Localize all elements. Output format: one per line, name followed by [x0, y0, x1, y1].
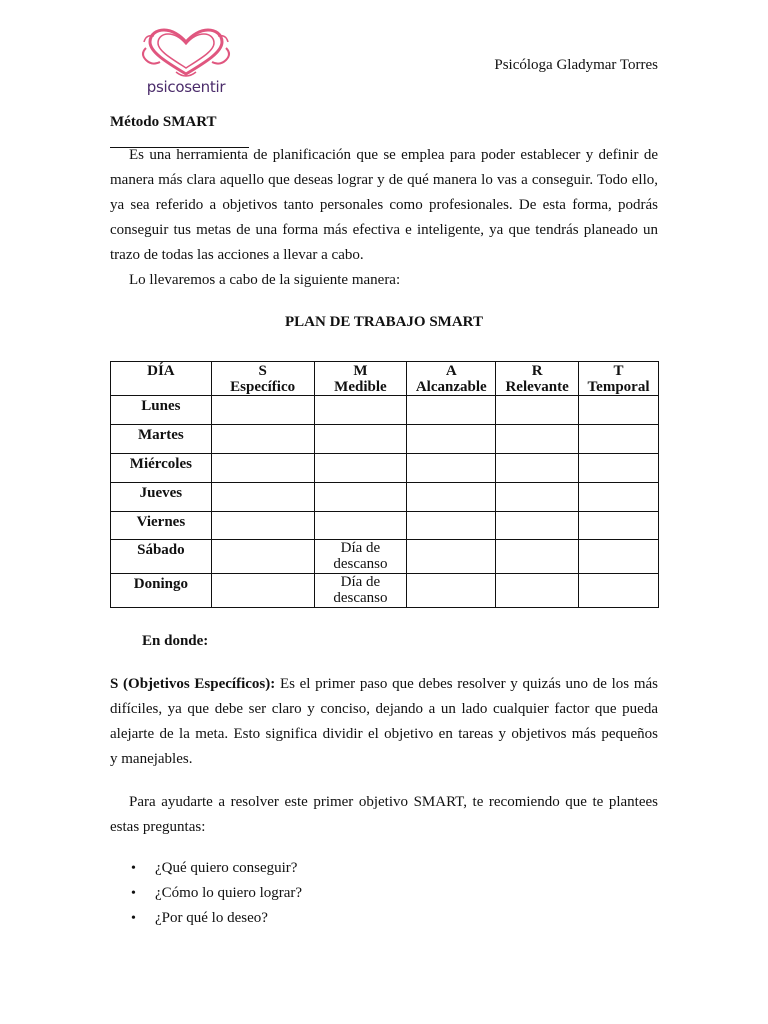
list-item: • ¿Cómo lo quiero lograr?	[110, 881, 302, 906]
table-row	[111, 512, 659, 540]
table-cell[interactable]	[496, 512, 579, 540]
heart-brain-icon	[136, 28, 236, 80]
table-cell[interactable]	[407, 540, 496, 574]
table-cell[interactable]	[496, 425, 579, 454]
table-cell[interactable]	[496, 454, 579, 483]
s-line: Es el primer paso que debes resolver y quizás uno de los más	[275, 676, 658, 692]
table-cell[interactable]	[579, 512, 659, 540]
header-letter: T	[613, 363, 624, 379]
table-cell[interactable]	[211, 483, 314, 512]
s-term: S (Objetivos Específicos):	[110, 676, 276, 692]
table-cell[interactable]	[579, 396, 659, 425]
author-name: Psicóloga Gladymar Torres	[494, 57, 658, 73]
table-row	[111, 540, 659, 574]
section-title: Método SMART	[110, 114, 217, 130]
s-objectives-paragraph	[110, 672, 658, 772]
table-cell[interactable]	[211, 540, 314, 574]
table-cell[interactable]	[579, 483, 659, 512]
list-item: • ¿Por qué lo deseo?	[110, 906, 302, 931]
intro-line: Es una herramienta de planificación que se emplea para poder establecer y definir de	[129, 147, 658, 163]
table-cell[interactable]	[496, 396, 579, 425]
table-cell[interactable]	[314, 425, 407, 454]
table-cell[interactable]	[314, 483, 407, 512]
table-cell[interactable]	[496, 574, 579, 608]
day-cell: Viernes	[111, 512, 212, 540]
table-cell[interactable]	[314, 396, 407, 425]
rest-note-cell: Día de descanso	[314, 540, 407, 574]
header-cell	[111, 362, 212, 396]
table-header-row	[111, 362, 659, 396]
table-row	[111, 454, 659, 483]
table-cell[interactable]	[211, 425, 314, 454]
table-cell[interactable]	[407, 425, 496, 454]
table-cell[interactable]	[211, 454, 314, 483]
header-word: Medible	[334, 379, 387, 395]
header-letter: DÍA	[147, 363, 175, 379]
header-cell	[579, 362, 659, 396]
table-row	[111, 483, 659, 512]
table-cell[interactable]	[496, 540, 579, 574]
table-row	[111, 574, 659, 608]
intro-paragraph	[110, 143, 658, 293]
table-row	[111, 425, 659, 454]
table-cell[interactable]	[314, 454, 407, 483]
logo-text: psicosentir	[146, 78, 226, 96]
header-word: Específico	[230, 379, 296, 395]
header-letter: M	[353, 363, 368, 379]
s-first-line	[110, 672, 658, 697]
s-line: alejarte de la meta. Esto significa dividir el objetivo en tareas y objetivos más pequeños	[110, 726, 658, 742]
day-cell: Jueves	[111, 483, 212, 512]
table-cell[interactable]	[211, 396, 314, 425]
table-cell[interactable]	[407, 574, 496, 608]
intro-line: trazo de todas las acciones a llevar a cabo.	[110, 247, 364, 263]
intro-line: manera más clara aquello que deseas lograr y de qué manera lo vas a conseguir. Todo ello,	[110, 172, 658, 188]
day-cell: Miércoles	[111, 454, 212, 483]
header-cell	[496, 362, 579, 396]
table-cell[interactable]	[211, 512, 314, 540]
table-cell[interactable]	[407, 512, 496, 540]
header-letter: S	[258, 363, 267, 379]
smart-plan-table	[110, 361, 659, 608]
rest-note-cell: Día de descanso	[314, 574, 407, 608]
en-donde-heading: En donde:	[142, 633, 209, 649]
table-cell[interactable]	[314, 512, 407, 540]
help-line: estas preguntas:	[110, 819, 206, 835]
table-cell[interactable]	[211, 574, 314, 608]
day-cell: Sábado	[111, 540, 212, 574]
s-line: y manejables.	[110, 751, 193, 767]
logo	[136, 28, 236, 98]
table-cell[interactable]	[407, 483, 496, 512]
table-cell[interactable]	[407, 454, 496, 483]
header-letter: A	[445, 363, 457, 379]
day-cell: Lunes	[111, 396, 212, 425]
table-cell[interactable]	[579, 425, 659, 454]
help-paragraph	[110, 790, 658, 840]
header-word: Alcanzable	[415, 379, 487, 395]
questions-list	[110, 856, 302, 931]
table-cell[interactable]	[579, 540, 659, 574]
plan-title: PLAN DE TRABAJO SMART	[285, 314, 483, 330]
s-line: difíciles, ya que debe ser claro y conciso, dejando a un lado cualquier factor que pueda	[110, 701, 658, 717]
intro-line: conseguir tus metas de una forma más efectiva e inteligente, ya que tendrás planeado un	[110, 222, 658, 238]
intro-line: ya sea referido a objetivos tanto personales como profesionales. De esta forma, podrás	[110, 197, 658, 213]
day-cell: Martes	[111, 425, 212, 454]
table-cell[interactable]	[407, 396, 496, 425]
day-cell: Doningo	[111, 574, 212, 608]
help-line: Para ayudarte a resolver este primer objetivo SMART, te recomiendo que te plantees	[129, 794, 658, 810]
header-word: Relevante	[505, 379, 569, 395]
list-item: • ¿Qué quiero conseguir?	[110, 856, 302, 881]
header-word: Temporal	[587, 379, 650, 395]
table-cell[interactable]	[579, 574, 659, 608]
header-cell	[314, 362, 407, 396]
table-cell[interactable]	[496, 483, 579, 512]
table-cell[interactable]	[579, 454, 659, 483]
header-letter: R	[531, 363, 543, 379]
lead-in-text: Lo llevaremos a cabo de la siguiente manera:	[129, 272, 401, 288]
header-cell	[211, 362, 314, 396]
header-cell	[407, 362, 496, 396]
table-row	[111, 396, 659, 425]
